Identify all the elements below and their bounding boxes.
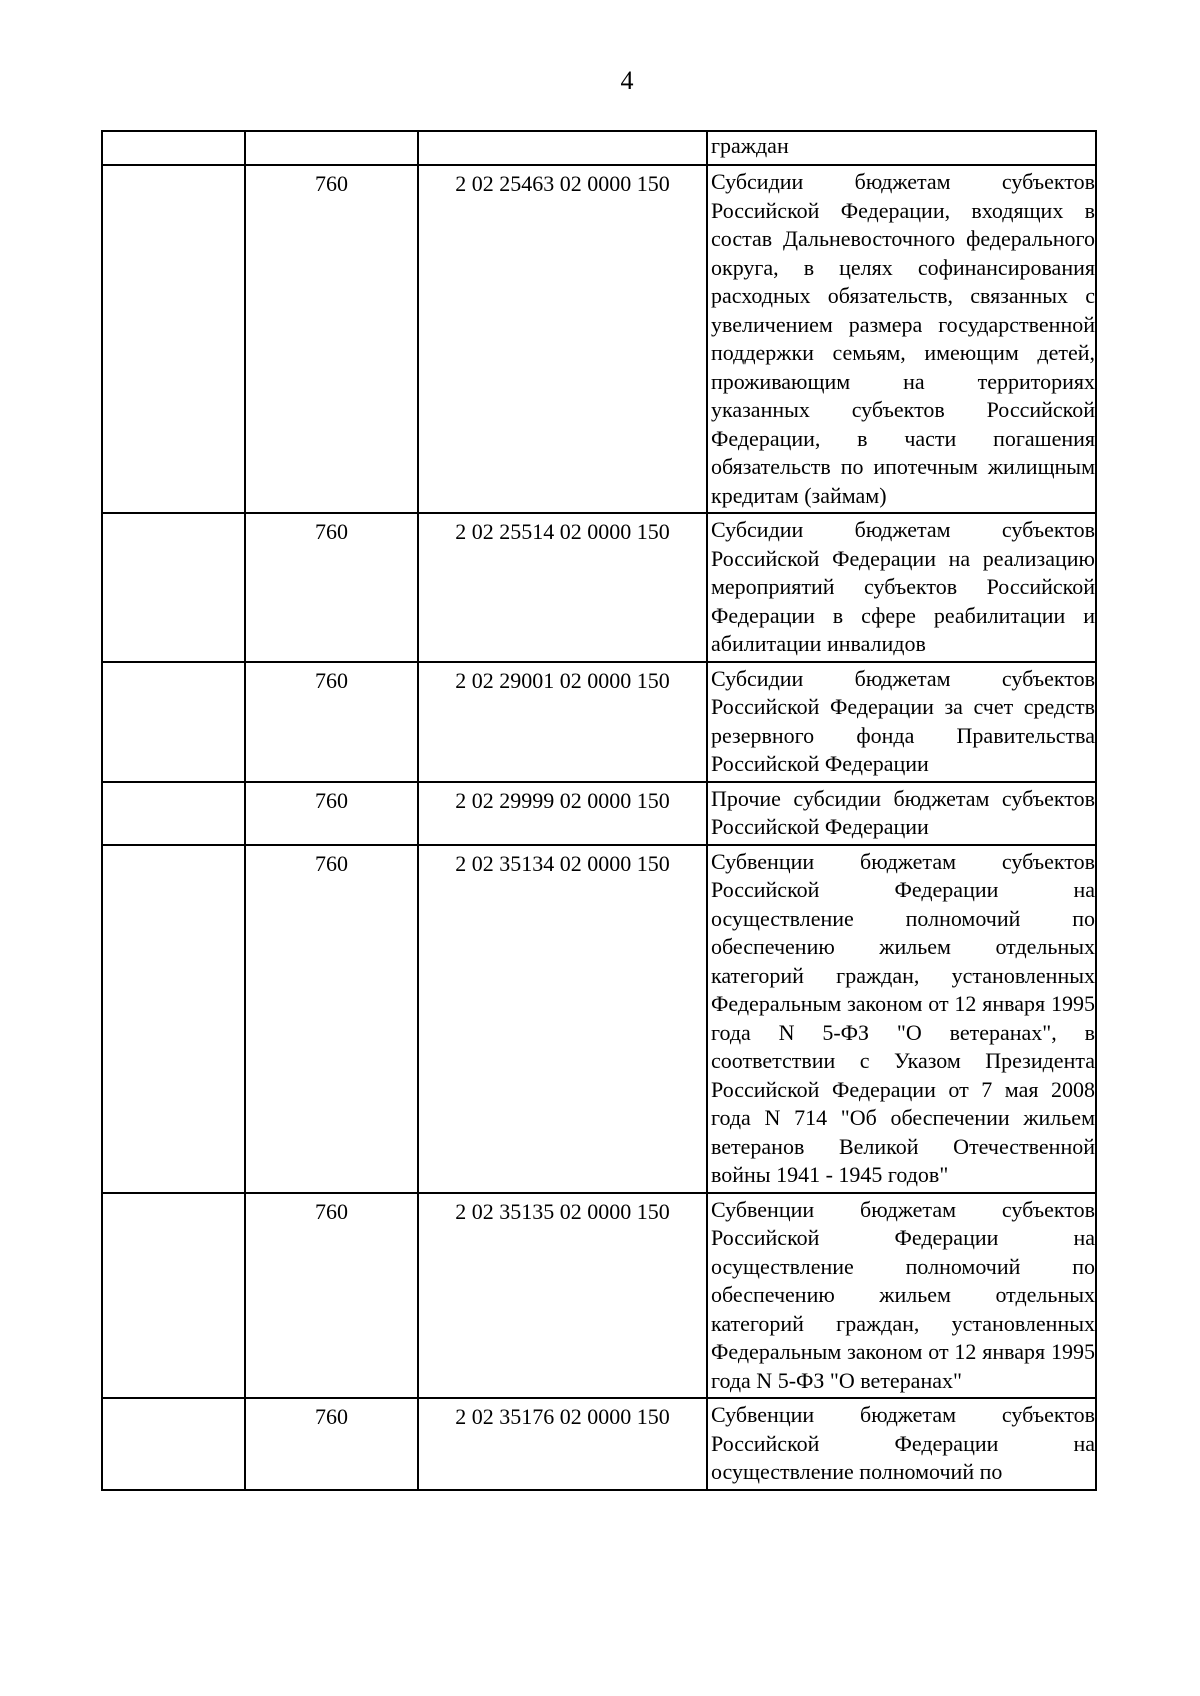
empty-cell	[102, 845, 245, 1193]
description-cell: Субсидии бюджетам субъектов Российской Федерации, входящих в состав Дальневосточного федерального округа, в целях софинансирования расходных обязательств, связанных с увеличением размера государственной поддержки семьям, имеющим детей, проживающим на территориях указанных субъектов Российской Федерации, в части погашения обязательств по ипотечным жилищным кредитам (займам)	[707, 165, 1096, 513]
admin-code-cell: 760	[245, 782, 418, 845]
description-cell: Субсидии бюджетам субъектов Российской Федерации на реализацию мероприятий субъектов Российской Федерации в сфере реабилитации и абилитации инвалидов	[707, 513, 1096, 662]
kbk-code-cell: 2 02 29001 02 0000 150	[418, 662, 707, 782]
table-row	[102, 845, 1096, 1193]
kbk-code-cell: 2 02 35176 02 0000 150	[418, 1398, 707, 1490]
admin-code-cell: 760	[245, 165, 418, 513]
admin-code-cell: 760	[245, 662, 418, 782]
empty-cell	[102, 1398, 245, 1490]
kbk-code-cell: 2 02 25463 02 0000 150	[418, 165, 707, 513]
description-cell: Субвенции бюджетам субъектов Российской Федерации на осуществление полномочий по обеспечению жильем отдельных категорий граждан, установленных Федеральным законом от 12 января 1995 года N 5-ФЗ "О ветеранах"	[707, 1193, 1096, 1399]
description-cell: Субвенции бюджетам субъектов Российской Федерации на осуществление полномочий по	[707, 1398, 1096, 1490]
description-cell: Субвенции бюджетам субъектов Российской Федерации на осуществление полномочий по обеспечению жильем отдельных категорий граждан, установленных Федеральным законом от 12 января 1995 года N 5-ФЗ "О ветеранах", в соответствии с Указом Президента Российской Федерации от 7 мая 2008 года N 714 "Об обеспечении жильем ветеранов Великой Отечественной войны 1941 - 1945 годов"	[707, 845, 1096, 1193]
kbk-code-cell: 2 02 29999 02 0000 150	[418, 782, 707, 845]
empty-cell	[245, 131, 418, 165]
table-row	[102, 782, 1096, 845]
empty-cell	[102, 165, 245, 513]
admin-code-cell: 760	[245, 1193, 418, 1399]
description-cell: Субсидии бюджетам субъектов Российской Федерации за счет средств резервного фонда Правительства Российской Федерации	[707, 662, 1096, 782]
table-row	[102, 1193, 1096, 1399]
empty-cell	[102, 131, 245, 165]
admin-code-cell: 760	[245, 1398, 418, 1490]
admin-code-cell: 760	[245, 513, 418, 662]
page-number: 4	[620, 66, 634, 95]
table-row	[102, 662, 1096, 782]
kbk-code-cell: 2 02 25514 02 0000 150	[418, 513, 707, 662]
table-row	[102, 1398, 1096, 1490]
description-cell: граждан	[707, 131, 1096, 165]
table-row	[102, 513, 1096, 662]
table-row	[102, 165, 1096, 513]
kbk-code-cell: 2 02 35135 02 0000 150	[418, 1193, 707, 1399]
budget-revenue-table	[101, 130, 1097, 1491]
kbk-code-cell: 2 02 35134 02 0000 150	[418, 845, 707, 1193]
table-row-continuation	[102, 131, 1096, 165]
description-cell: Прочие субсидии бюджетам субъектов Российской Федерации	[707, 782, 1096, 845]
empty-cell	[102, 782, 245, 845]
empty-cell	[102, 1193, 245, 1399]
empty-cell	[418, 131, 707, 165]
empty-cell	[102, 662, 245, 782]
admin-code-cell: 760	[245, 845, 418, 1193]
empty-cell	[102, 513, 245, 662]
